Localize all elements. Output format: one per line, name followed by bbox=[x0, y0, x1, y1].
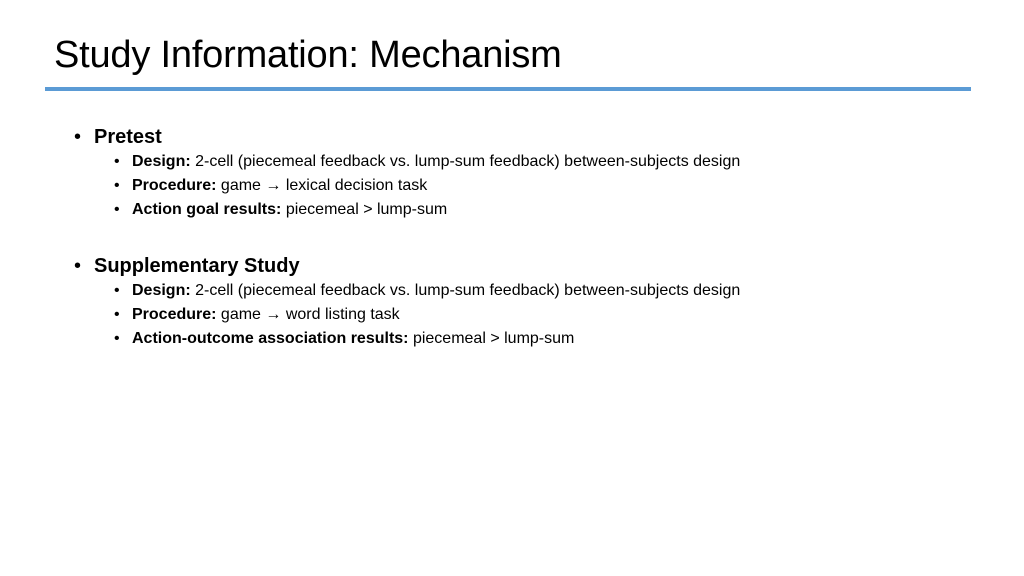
item-text: 2-cell (piecemeal feedback vs. lump-sum feedback) between-subjects design bbox=[195, 153, 741, 170]
bullet-list bbox=[74, 150, 740, 222]
bullet-icon: • bbox=[114, 306, 120, 323]
slide-title: Study Information: Mechanism bbox=[54, 34, 562, 76]
item-text: game → word listing task bbox=[220, 306, 400, 323]
list-item bbox=[74, 198, 740, 222]
section-heading bbox=[74, 253, 740, 279]
list-item bbox=[74, 174, 740, 198]
bullet-icon: • bbox=[114, 201, 120, 218]
section-supplementary-study bbox=[74, 253, 740, 351]
item-text: piecemeal > lump-sum bbox=[412, 330, 575, 347]
list-item bbox=[74, 150, 740, 174]
list-item bbox=[74, 303, 740, 327]
section-heading-text: Pretest bbox=[94, 126, 162, 148]
item-label: Design: bbox=[132, 153, 191, 170]
list-item bbox=[74, 279, 740, 303]
item-text: piecemeal > lump-sum bbox=[285, 201, 448, 218]
section-pretest bbox=[74, 124, 740, 222]
item-text: game → lexical decision task bbox=[220, 177, 428, 194]
bullet-icon: • bbox=[114, 330, 120, 347]
item-label: Design: bbox=[132, 282, 191, 299]
item-label: Action goal results: bbox=[132, 201, 282, 218]
section-heading bbox=[74, 124, 740, 150]
item-label: Procedure: bbox=[132, 177, 217, 194]
item-label: Action-outcome association results: bbox=[132, 330, 409, 347]
bullet-icon: • bbox=[74, 126, 82, 148]
bullet-list bbox=[74, 279, 740, 351]
title-underline bbox=[45, 87, 971, 91]
section-heading-text: Supplementary Study bbox=[94, 255, 300, 277]
list-item bbox=[74, 327, 740, 351]
bullet-icon: • bbox=[114, 177, 120, 194]
item-label: Procedure: bbox=[132, 306, 217, 323]
item-text: 2-cell (piecemeal feedback vs. lump-sum feedback) between-subjects design bbox=[195, 282, 741, 299]
bullet-icon: • bbox=[74, 255, 82, 277]
bullet-icon: • bbox=[114, 282, 120, 299]
bullet-icon: • bbox=[114, 153, 120, 170]
